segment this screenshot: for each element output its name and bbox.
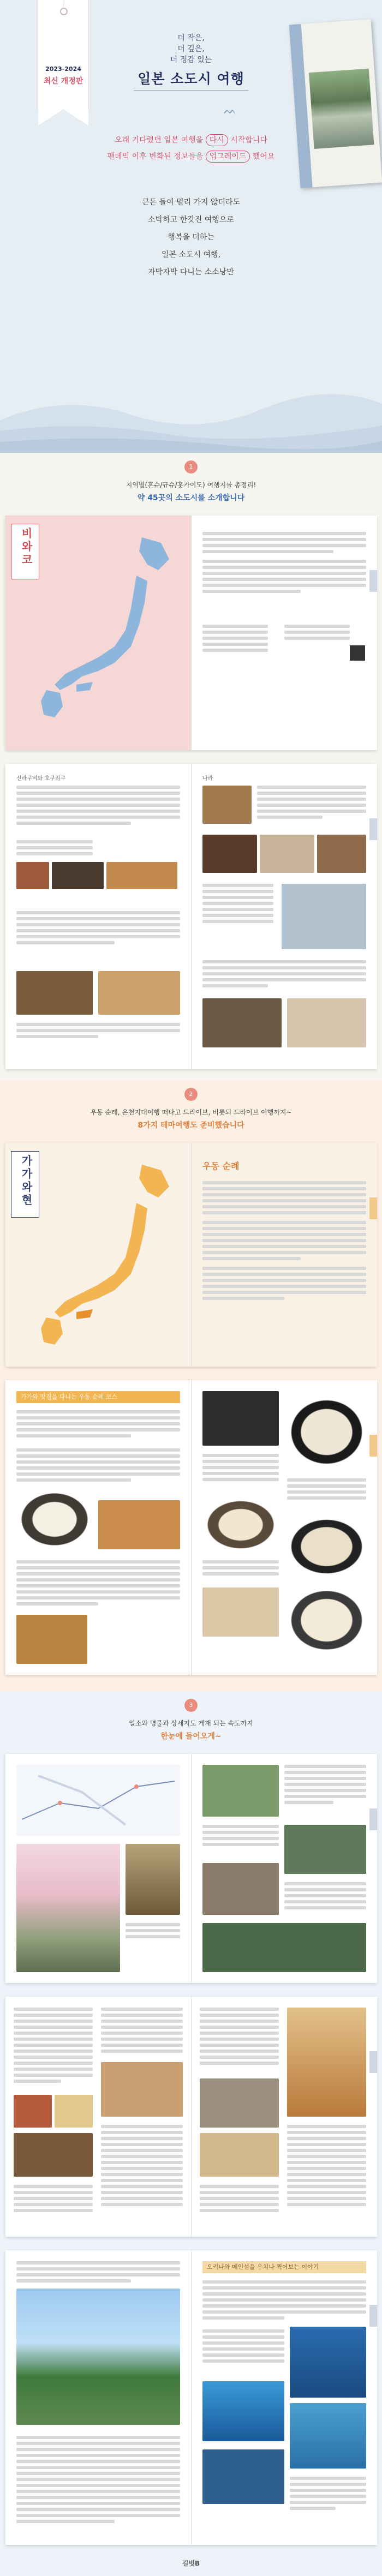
content-page <box>191 764 377 1069</box>
section-title: 8가지 테마여행도 준비했습니다 <box>138 1121 244 1130</box>
food-photo <box>106 862 177 889</box>
food-photo <box>98 971 180 1015</box>
info-text <box>202 625 268 655</box>
page-header: 신라쿠비와 호쿠리쿠 <box>16 776 66 782</box>
intro-text: 팬데믹 이후 변화된 정보들을 <box>107 152 206 161</box>
intro-line: 큰돈 들여 멀리 가지 않더라도 <box>141 198 241 207</box>
content-page <box>5 1754 191 1983</box>
tag-year: 2023-2024 <box>45 65 81 73</box>
body-text <box>257 786 366 822</box>
box-header: 오키나와 메인섬을 우치나 찍어보는 이야기 <box>202 2261 366 2273</box>
shop-photo <box>260 835 314 873</box>
content-page <box>5 2250 191 2545</box>
udon-bowl-photo <box>202 1497 279 1552</box>
shop-photo <box>202 998 282 1047</box>
book-title: 일본 소도시 여행 <box>138 71 244 87</box>
food-photo <box>16 862 49 889</box>
body-text <box>287 2125 366 2209</box>
box-header: 가가와 맛집을 다니는 우동 순례 코스 <box>16 1391 180 1403</box>
garden-photo <box>202 1765 279 1817</box>
publisher-logo: 길벗B <box>182 2560 200 2567</box>
building-photo <box>282 884 366 949</box>
theme-section <box>0 1080 382 1691</box>
page-tab <box>369 1435 377 1457</box>
palm-tree-photo <box>16 2289 180 2425</box>
info-page <box>191 1143 377 1367</box>
reef-photo <box>290 2403 366 2469</box>
map-page <box>5 1143 191 1367</box>
section-subtitle: 일소와 명물과 상세지도 게재 되는 속도까지 <box>129 1720 253 1727</box>
area-title: 비와코 <box>20 528 33 567</box>
page-tab <box>369 570 377 592</box>
shop-photo <box>317 835 366 873</box>
content-page <box>5 1380 191 1675</box>
tagline-line-3: 더 정감 있는 <box>170 56 212 64</box>
body-text <box>287 1478 366 1502</box>
food-photo <box>16 971 93 1015</box>
temple-photo <box>202 1863 279 1915</box>
shop-photo <box>14 2133 93 2177</box>
highlight-badge: 업그레이드 <box>206 151 250 163</box>
map-pin-icon: 3 <box>184 1699 198 1712</box>
intro-line: 소박하고 한갓진 여행으로 <box>148 215 234 224</box>
page-tab <box>369 1197 377 1219</box>
info-text <box>284 625 350 643</box>
qr-code <box>350 645 365 661</box>
fish-photo <box>287 2008 366 2117</box>
intro-text: 했어요 <box>250 152 275 161</box>
food-photo <box>52 862 104 889</box>
shop-photo <box>202 835 257 873</box>
body-text <box>16 1560 180 1608</box>
body-text <box>202 1560 279 1578</box>
food-photo <box>200 2133 279 2177</box>
body-text <box>202 532 366 596</box>
section-title: 한눈에 들어오게~ <box>160 1732 222 1741</box>
column-spread <box>5 1997 377 2237</box>
section-heading <box>0 1691 382 1751</box>
udon-photo <box>202 1391 279 1446</box>
section-subtitle: 지역별(혼슈/규슈/홋카이도) 여행지를 총정리! <box>126 481 256 489</box>
page-header: 나라 <box>202 776 213 782</box>
body-text <box>202 1181 366 1303</box>
theme-title: 우동 순례 <box>202 1161 240 1171</box>
page-tab <box>369 1808 377 1830</box>
map-page <box>5 516 191 750</box>
intro-line: 일본 소도시 여행, <box>161 250 221 259</box>
japan-map <box>22 1154 180 1361</box>
highlight-badge: 다시 <box>206 134 228 146</box>
tagline-line-1: 더 작은, <box>177 34 205 43</box>
tagline-line-2: 더 깊은, <box>177 45 205 53</box>
diving-photo <box>202 2449 284 2504</box>
udon-bowl-photo <box>287 1517 366 1577</box>
food-photo <box>101 2062 183 2117</box>
cherry-blossom-photo <box>16 1844 120 1972</box>
section-subtitle: 우동 순례, 온천지대여행 떠나고 드라이브, 비롯되 드라이브 여행까지~ <box>90 1109 292 1116</box>
intro-highlight <box>60 132 322 165</box>
intro-line: 행복을 더하는 <box>168 233 214 242</box>
map-spread <box>5 1143 377 1367</box>
underwater-photo <box>290 2327 366 2398</box>
map-pin-icon: 1 <box>184 460 198 474</box>
cover-landscape <box>0 338 382 453</box>
body-text <box>14 2008 93 2086</box>
udon-bowl-photo <box>16 1489 93 1549</box>
body-text <box>101 2008 183 2056</box>
page-tab <box>369 2305 377 2327</box>
body-text <box>284 1882 366 1912</box>
body-text <box>16 2261 180 2285</box>
intro-text: 오래 기다렸던 일본 여행을 <box>115 136 206 145</box>
body-text <box>290 2477 366 2513</box>
shop-photo <box>202 786 252 824</box>
content-page <box>191 2250 377 2545</box>
udon-photo <box>16 1615 87 1664</box>
body-text <box>202 2280 366 2322</box>
body-text <box>284 1765 366 1807</box>
tag-notch <box>38 109 88 125</box>
udon-photo <box>98 1500 180 1549</box>
okinawa-spread <box>5 2250 377 2545</box>
info-page <box>191 516 377 750</box>
content-page <box>5 1997 191 2237</box>
tagline <box>109 33 273 65</box>
content-page <box>191 1997 377 2237</box>
intro-body <box>82 194 300 281</box>
page-tab <box>369 818 377 840</box>
content-spread <box>5 764 377 1069</box>
map-spread <box>5 516 377 750</box>
udon-bowl-photo <box>287 1587 366 1653</box>
body-text <box>202 960 366 990</box>
content-page <box>5 764 191 1069</box>
food-photo <box>14 2095 52 2128</box>
body-text <box>16 911 180 947</box>
intro-text: 시작합니다 <box>228 136 267 145</box>
section-title: 약 45곳의 소도시를 소개합니다 <box>137 494 245 502</box>
body-text <box>202 884 273 926</box>
udon-spread <box>5 1380 377 1675</box>
content-page <box>191 1380 377 1675</box>
tag-ring-icon <box>60 8 68 15</box>
region-section <box>0 453 382 1080</box>
body-text <box>200 2185 279 2215</box>
detail-section <box>0 1691 382 2576</box>
food-photo <box>200 2078 279 2128</box>
udon-photo <box>202 1587 279 1637</box>
section-heading <box>0 453 382 513</box>
map-detail-spread <box>5 1754 377 1983</box>
body-text <box>16 840 93 858</box>
underwater-photo <box>202 2381 284 2441</box>
page-tab <box>369 2051 377 2073</box>
park-photo <box>202 1923 366 1972</box>
body-text <box>16 2436 180 2526</box>
shrine-photo <box>126 1844 180 1915</box>
body-text <box>202 1825 279 1849</box>
body-text <box>126 1923 180 1941</box>
body-text <box>202 2329 284 2365</box>
intro-line: 자박자박 다니는 소소낭만 <box>148 268 234 277</box>
tag-edition: 최신 개정판 <box>43 77 83 86</box>
section-heading <box>0 1080 382 1140</box>
area-title: 가가와현 <box>20 1155 33 1207</box>
body-text <box>16 1023 180 1041</box>
shop-photo <box>287 998 366 1047</box>
route-map <box>16 1765 180 1836</box>
map-pin-icon: 2 <box>184 1088 198 1101</box>
edition-tag <box>38 0 88 109</box>
title-divider <box>134 90 248 91</box>
japan-map <box>22 526 180 745</box>
cover-section <box>0 0 382 453</box>
body-text <box>16 786 180 828</box>
content-page <box>191 1754 377 1983</box>
body-text <box>200 2008 279 2068</box>
body-text <box>202 1454 279 1484</box>
body-text <box>16 1448 180 1484</box>
body-text <box>16 1410 180 1440</box>
body-text <box>14 2185 93 2215</box>
food-photo <box>55 2095 93 2128</box>
bird-icon: ᨓ <box>224 104 237 117</box>
garden-photo <box>284 1825 366 1874</box>
body-text <box>101 2125 183 2209</box>
udon-bowl-photo <box>287 1397 366 1467</box>
